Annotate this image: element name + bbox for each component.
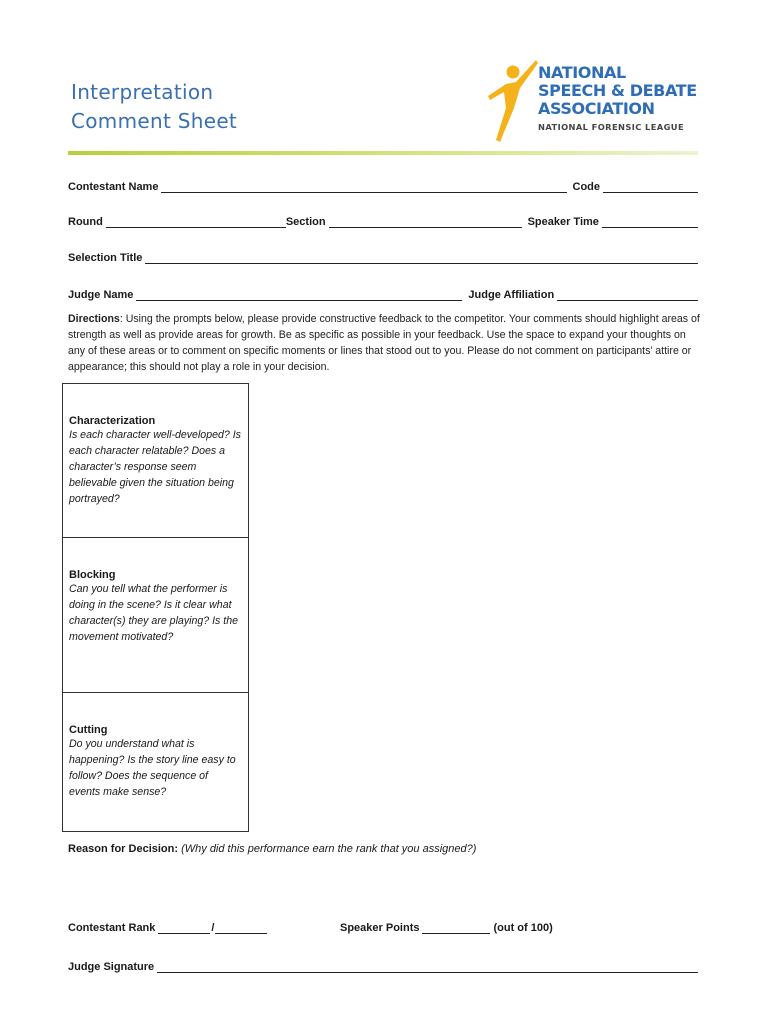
code-label: Code <box>572 181 600 193</box>
criteria-prompt: Do you understand what is happening? Is the story line easy to follow? Does the sequence of events make sense? <box>69 738 236 798</box>
speaker-points-row <box>340 918 570 934</box>
judge-name-label: Judge Name <box>68 289 134 301</box>
criteria-heading: Blocking <box>69 569 116 581</box>
directions-paragraph <box>68 311 700 375</box>
reason-for-decision <box>68 843 476 855</box>
title-line-2: Comment Sheet <box>71 109 238 133</box>
contestant-name-field[interactable] <box>161 180 566 193</box>
criteria-prompt: Can you tell what the performer is doing in the scene? Is it clear what character(s) they are playing? Is the movement motivated? <box>69 583 238 643</box>
reason-label: Reason for Decision: <box>68 843 179 855</box>
section-label: Section <box>285 216 326 228</box>
contestant-name-label: Contestant Name <box>68 181 159 193</box>
contestant-rank-label: Contestant Rank <box>68 922 156 934</box>
row-judge <box>68 285 698 301</box>
judge-name-field[interactable] <box>136 288 462 301</box>
criteria-box-characterization[interactable] <box>62 383 249 538</box>
selection-title-field[interactable] <box>145 251 698 264</box>
directions-text: : Using the prompts below, please provide constructive feedback to the competitor. Your comments should highlight areas of strength as well as provide areas for growth. Be as specific as possible in your feedback. Use the space to expand your thoughts on any of these areas or to comment on specific moments or lines that stood out to you. Please do not comment on participants’ attire or appearance; this should not play a role in your decision. <box>68 313 700 373</box>
criteria-prompt: Is each character well-developed? Is each character relatable? Does a character’s response seem believable given the situation being portrayed? <box>69 429 241 505</box>
speaker-figure-icon <box>486 56 540 146</box>
criteria-heading: Cutting <box>69 724 108 736</box>
row-selection-title <box>68 248 698 264</box>
speaker-time-field[interactable] <box>602 215 698 228</box>
section-field[interactable] <box>329 215 522 228</box>
reason-hint: (Why did this performance earn the rank that you assigned?) <box>181 843 477 855</box>
speaker-points-field[interactable] <box>422 921 490 934</box>
judge-signature-field[interactable] <box>157 960 698 973</box>
code-field[interactable] <box>603 180 698 193</box>
title-line-1: Interpretation <box>71 80 214 104</box>
row-contestant <box>68 177 698 193</box>
logo-subtitle: NATIONAL FORENSIC LEAGUE <box>538 122 685 132</box>
judge-signature-label: Judge Signature <box>68 961 155 973</box>
logo-wordmark <box>538 64 697 118</box>
points-suffix: (out of 100) <box>493 922 553 934</box>
row-round <box>68 212 698 228</box>
contestant-rank-field[interactable] <box>158 921 210 934</box>
judge-affiliation-label: Judge Affiliation <box>468 289 555 301</box>
header-divider <box>68 151 698 155</box>
page-title <box>71 78 331 136</box>
speaker-time-label: Speaker Time <box>527 216 599 228</box>
rank-total-field[interactable] <box>215 921 267 934</box>
nsda-logo <box>486 56 706 146</box>
criteria-box-blocking[interactable] <box>62 537 249 693</box>
logo-line-2: SPEECH & DEBATE <box>538 81 697 100</box>
directions-label: Directions <box>68 313 120 325</box>
judge-signature-row <box>68 957 698 973</box>
criteria-box-cutting[interactable] <box>62 692 249 832</box>
speaker-points-label: Speaker Points <box>340 922 420 934</box>
logo-line-1: NATIONAL <box>538 63 626 82</box>
rank-separator: / <box>211 922 215 934</box>
logo-line-3: ASSOCIATION <box>538 99 655 118</box>
selection-title-label: Selection Title <box>68 252 143 264</box>
round-label: Round <box>68 216 103 228</box>
contestant-rank-row <box>68 918 268 934</box>
criteria-heading: Characterization <box>69 415 156 427</box>
round-field[interactable] <box>106 215 286 228</box>
judge-affiliation-field[interactable] <box>557 288 698 301</box>
